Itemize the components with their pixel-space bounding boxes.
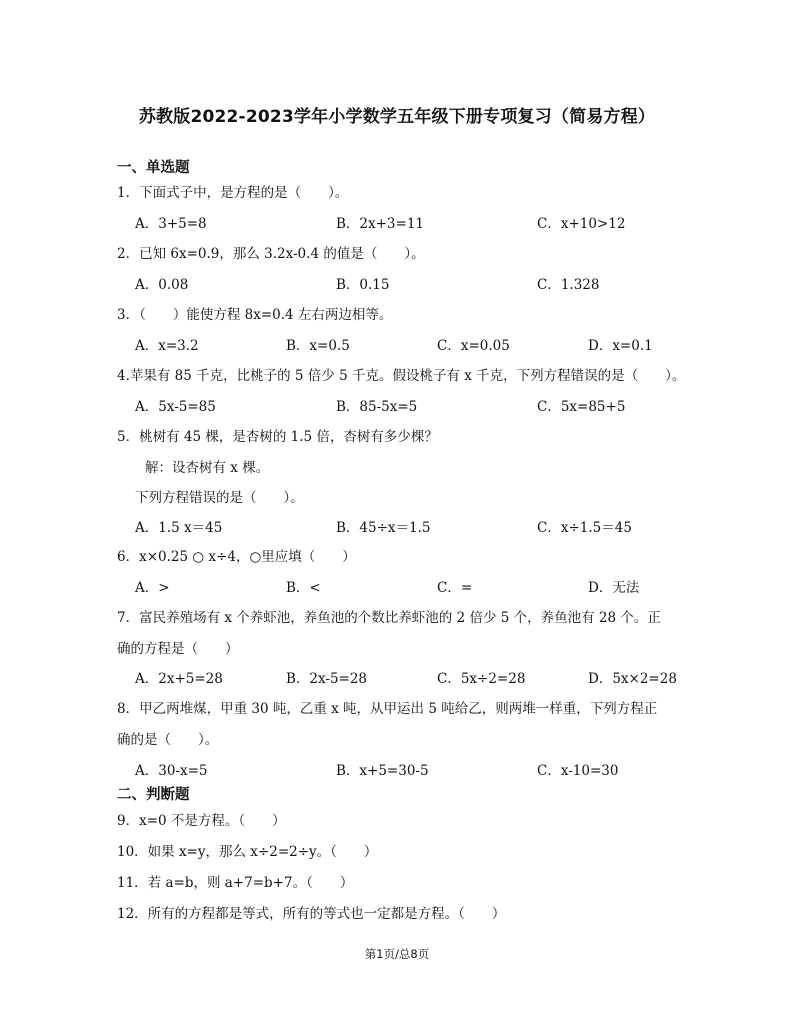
option-a[interactable]: A．3+5=8	[135, 216, 207, 232]
question-12: 12．所有的方程都是等式，所有的等式也一定都是方程。（ ）	[117, 906, 506, 922]
option-d[interactable]: D．x=0.1	[588, 338, 653, 354]
option-c[interactable]: C．=	[437, 580, 473, 596]
section-heading-true-false: 二、判断题	[117, 787, 190, 803]
option-a[interactable]: A．2x+5=28	[135, 671, 223, 687]
option-b[interactable]: B．45÷x＝1.5	[336, 520, 431, 536]
question-2-stem: 2．已知 6x=0.9，那么 3.2x-0.4 的值是（ ）。	[117, 246, 425, 262]
option-c[interactable]: C．x÷1.5＝45	[537, 520, 632, 536]
question-8-options	[135, 759, 735, 779]
option-c[interactable]: C．x+10>12	[537, 216, 626, 232]
option-a[interactable]: A．30-x=5	[135, 763, 208, 779]
question-6-options	[135, 576, 735, 596]
option-a[interactable]: A．x=3.2	[135, 338, 199, 354]
question-3-stem: 3．（ ）能使方程 8x=0.4 左右两边相等。	[117, 307, 393, 323]
question-9: 9．x=0 不是方程。（ ）	[117, 813, 286, 829]
option-c[interactable]: C．x=0.05	[437, 338, 510, 354]
question-4-stem: 4.苹果有 85 千克，比桃子的 5 倍少 5 千克。假设桃子有 x 千克，下列方程错误的是（ ）。	[117, 368, 686, 384]
option-b[interactable]: B．x+5=30-5	[336, 763, 429, 779]
option-c[interactable]: C．x-10=30	[537, 763, 619, 779]
question-7-stem: 7．富民养殖场有 x 个养虾池，养鱼池的个数比养虾池的 2 倍少 5 个，养鱼池有 28 个。正	[117, 610, 661, 626]
section-heading-single-choice: 一、单选题	[117, 160, 190, 176]
option-c[interactable]: C．5x÷2=28	[437, 671, 526, 687]
question-5-solution-setup: 解：设杏树有 x 棵。	[145, 460, 270, 476]
option-b[interactable]: B．2x-5=28	[286, 671, 368, 687]
page-title: 苏教版2022-2023学年小学数学五年级下册专项复习（简易方程）	[138, 107, 656, 127]
option-b[interactable]: B．85-5x=5	[336, 399, 418, 415]
option-b[interactable]: B．0.15	[336, 277, 390, 293]
question-11: 11．若 a=b，则 a+7=b+7。（ ）	[117, 875, 354, 891]
option-a[interactable]: A．1.5 x＝45	[135, 520, 223, 536]
question-5-options	[135, 516, 735, 536]
question-2-options	[135, 273, 735, 293]
question-10: 10．如果 x=y，那么 x÷2=2÷y。（ ）	[117, 844, 378, 860]
question-5-prompt: 下列方程错误的是（ ）。	[135, 490, 304, 506]
question-3-options	[135, 334, 735, 354]
page-footer-number: 第1页/总8页	[364, 947, 430, 961]
question-7-stem-continued: 确的方程是（ ）	[117, 641, 239, 657]
option-a[interactable]: A．5x-5=85	[135, 399, 216, 415]
question-8-stem: 8．甲乙两堆煤，甲重 30 吨，乙重 x 吨，从甲运出 5 吨给乙，则两堆一样重，下列方程正	[117, 701, 658, 717]
question-7-options	[135, 667, 735, 687]
question-1-options	[135, 212, 735, 232]
option-c[interactable]: C．5x=85+5	[537, 399, 626, 415]
option-d[interactable]: D．无法	[588, 580, 640, 596]
option-b[interactable]: B．x=0.5	[286, 338, 350, 354]
question-6-stem: 6．x×0.25 ○ x÷4，○里应填（ ）	[117, 549, 356, 565]
option-c[interactable]: C．1.328	[537, 277, 600, 293]
question-8-stem-continued: 确的是（ ）。	[117, 732, 219, 748]
question-1-stem: 1．下面式子中，是方程的是（ ）。	[117, 185, 349, 201]
option-b[interactable]: B．<	[286, 580, 321, 596]
option-b[interactable]: B．2x+3=11	[336, 216, 425, 232]
question-5-stem: 5．桃树有 45 棵，是杏树的 1.5 倍，杏树有多少棵？	[117, 429, 438, 445]
option-a[interactable]: A．0.08	[135, 277, 189, 293]
option-a[interactable]: A．>	[135, 580, 170, 596]
question-4-options	[135, 395, 735, 415]
option-d[interactable]: D．5x×2=28	[588, 671, 677, 687]
